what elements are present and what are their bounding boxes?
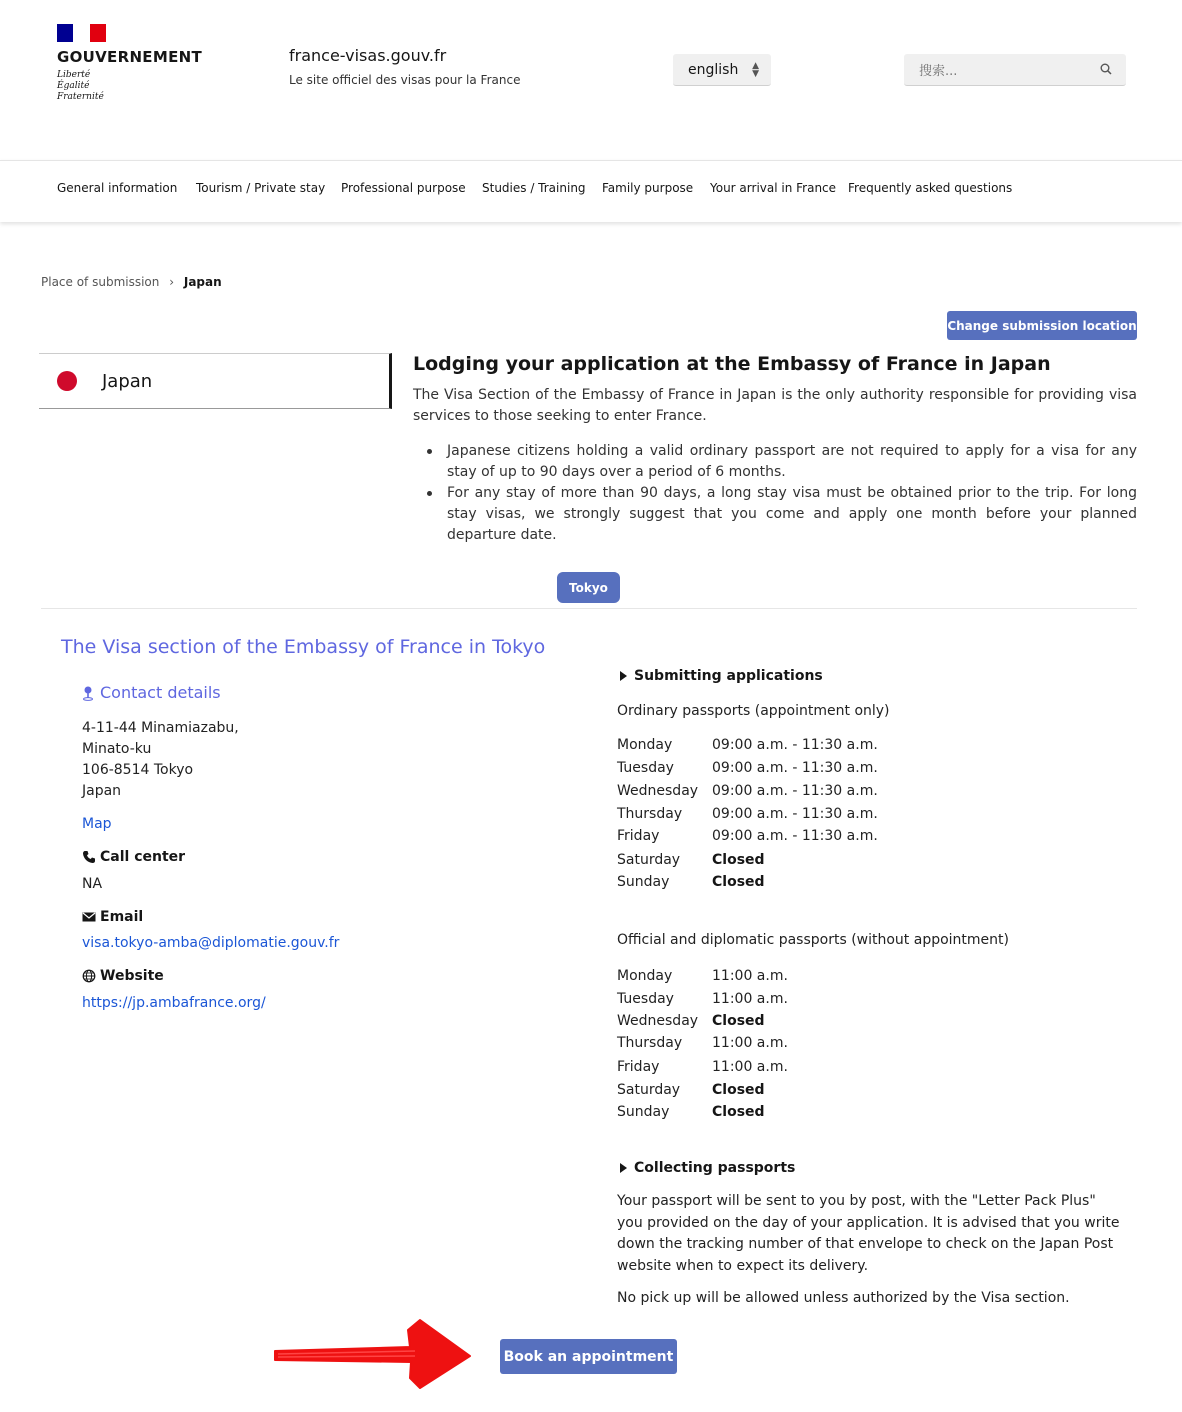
breadcrumb (41, 275, 222, 289)
website-link[interactable]: https://jp.ambafrance.org/ (82, 995, 266, 1011)
nav-professional[interactable]: Professional purpose (341, 181, 466, 195)
site-subtitle: Le site officiel des visas pour la France (289, 73, 521, 87)
tab-tokyo[interactable]: Tokyo (557, 572, 620, 603)
phone-icon (82, 850, 96, 864)
location-pin-icon (82, 685, 94, 701)
email-label: Email (82, 909, 143, 925)
list-item: For any stay of more than 90 days, a long stay visa must be obtained prior to the trip. For long stay visas, we strongly suggest that you come and apply one month before your planned departure date. (447, 483, 1137, 546)
map-link[interactable]: Map (82, 816, 112, 832)
collecting-passports-toggle[interactable]: Collecting passports (620, 1160, 795, 1176)
red-arrow-annotation-icon (270, 1318, 475, 1390)
search-placeholder: 搜索... (919, 64, 958, 79)
nav-studies[interactable]: Studies / Training (482, 181, 586, 195)
language-value: english (688, 61, 739, 78)
email-link[interactable]: visa.tokyo-amba@diplomatie.gouv.fr (82, 935, 340, 951)
intro-title: Lodging your application at the Embassy of France in Japan (413, 353, 1051, 375)
language-select[interactable] (673, 54, 771, 86)
breadcrumb-parent[interactable]: Place of submission (41, 275, 160, 289)
contact-details-title (82, 683, 221, 702)
nav-arrival[interactable]: Your arrival in France (710, 181, 837, 195)
country-card (39, 353, 392, 409)
breadcrumb-separator: › (169, 275, 175, 289)
list-item: Japanese citizens holding a valid ordinary passport are not required to apply for a visa for any stay of up to 90 days over a period of 6 months. (447, 441, 1137, 483)
disclosure-triangle-icon (620, 1163, 627, 1173)
embassy-address: 4-11-44 Minamiazabu, Minato-ku 106-8514 Tokyo Japan (82, 720, 239, 799)
nav-general-information[interactable]: General information (57, 181, 178, 195)
search-icon[interactable] (1100, 63, 1112, 75)
change-location-button[interactable]: Change submission location (947, 311, 1137, 340)
nav-tourism[interactable]: Tourism / Private stay (196, 181, 326, 195)
book-appointment-button[interactable]: Book an appointment (500, 1339, 677, 1374)
mail-icon (82, 910, 96, 924)
call-center-value: NA (82, 876, 103, 892)
disclosure-triangle-icon (620, 671, 627, 681)
intro-list (447, 441, 1137, 546)
globe-icon (82, 969, 96, 983)
call-center-label: Call center (82, 849, 185, 865)
nav-family[interactable]: Family purpose (602, 181, 694, 195)
intro-text: The Visa Section of the Embassy of France in Japan is the only authority responsible for providing visa services to those seeking to enter France. (413, 387, 1137, 424)
submitting-applications-toggle[interactable]: Submitting applications (620, 668, 823, 684)
gov-name: GOUVERNEMENT (57, 48, 203, 66)
search-input[interactable] (904, 54, 1126, 86)
nav-faq[interactable]: Frequently asked questions (848, 181, 1013, 195)
main-nav (0, 160, 1182, 222)
japan-flag-icon (57, 371, 77, 391)
official-passports-title: Official and diplomatic passports (without appointment) (617, 932, 1009, 948)
section-divider (41, 608, 1137, 609)
collecting-note: No pick up will be allowed unless authorized by the Visa section. (617, 1290, 1070, 1306)
site-header (0, 0, 1182, 160)
collecting-text: Your passport will be sent to you by post, with the "Letter Pack Plus" you provided on the day of your application. It is advised that you write down the tracking number of that envelope to check on the Japan Post website when to expect its delivery. (617, 1193, 1120, 1274)
ordinary-passports-title: Ordinary passports (appointment only) (617, 703, 890, 719)
government-logo[interactable] (57, 24, 202, 103)
french-flag-icon (57, 24, 106, 42)
contact-details-label: Contact details (100, 683, 221, 702)
country-name: Japan (102, 370, 153, 392)
site-title[interactable]: france-visas.gouv.fr (289, 46, 447, 65)
embassy-title: The Visa section of the Embassy of France in Tokyo (61, 636, 546, 658)
gov-motto: Liberté Égalité Fraternité (57, 70, 104, 102)
select-arrows-icon: ▲ ▼ (752, 61, 759, 79)
breadcrumb-current: Japan (183, 275, 222, 289)
website-label: Website (82, 968, 164, 984)
